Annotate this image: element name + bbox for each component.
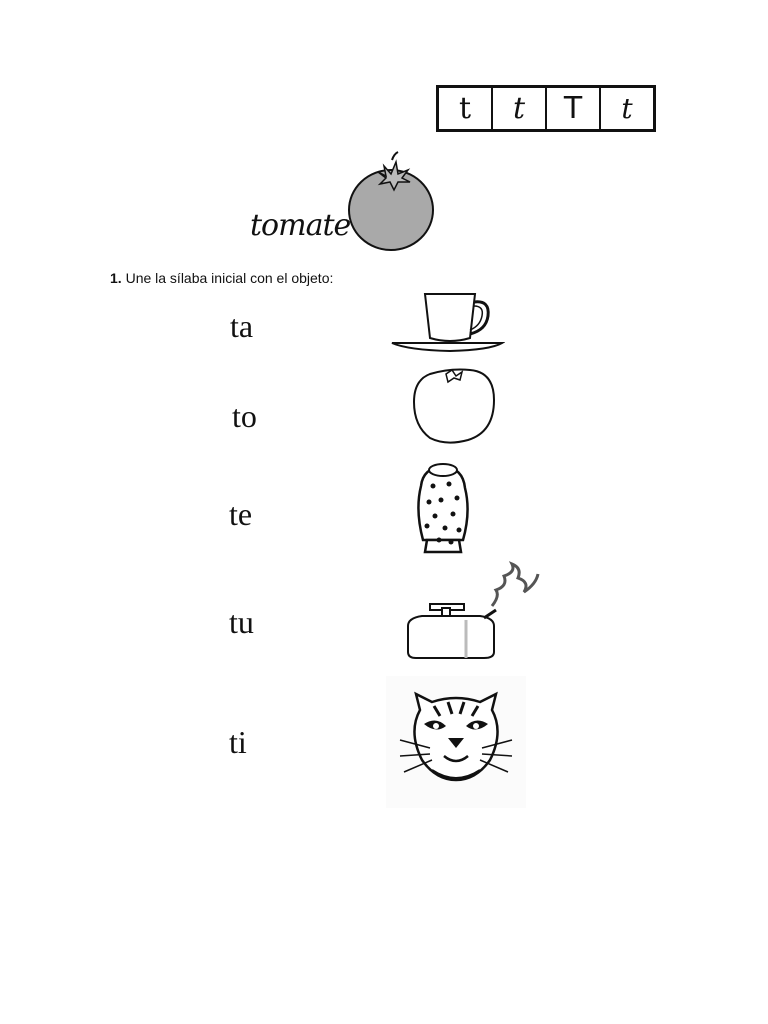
syllable-ti: ti — [229, 724, 247, 760]
letter-cell-cursive-upper: t — [621, 91, 633, 125]
letter-forms-box — [436, 85, 656, 132]
exercise-number: 1. — [110, 270, 122, 286]
header-tomato-icon — [340, 150, 440, 252]
syllable-to: to — [232, 398, 257, 434]
teapot-icon — [404, 560, 544, 664]
header-word: tomate — [250, 208, 351, 243]
cactus-icon — [413, 460, 473, 556]
cup-saucer-icon — [390, 290, 505, 356]
syllable-ta: ta — [230, 308, 254, 344]
letter-cell-print-lower: t — [439, 88, 493, 129]
tomato-icon — [410, 366, 498, 446]
syllable-tu: tu — [229, 604, 254, 640]
tiger-icon — [386, 676, 526, 808]
letter-cell-print-upper: T — [547, 88, 601, 129]
instruction — [110, 270, 333, 286]
letter-cell-cursive-lower: t — [493, 88, 547, 129]
instruction-text: Une la sílaba inicial con el objeto: — [125, 270, 334, 286]
syllable-te: te — [229, 496, 253, 532]
